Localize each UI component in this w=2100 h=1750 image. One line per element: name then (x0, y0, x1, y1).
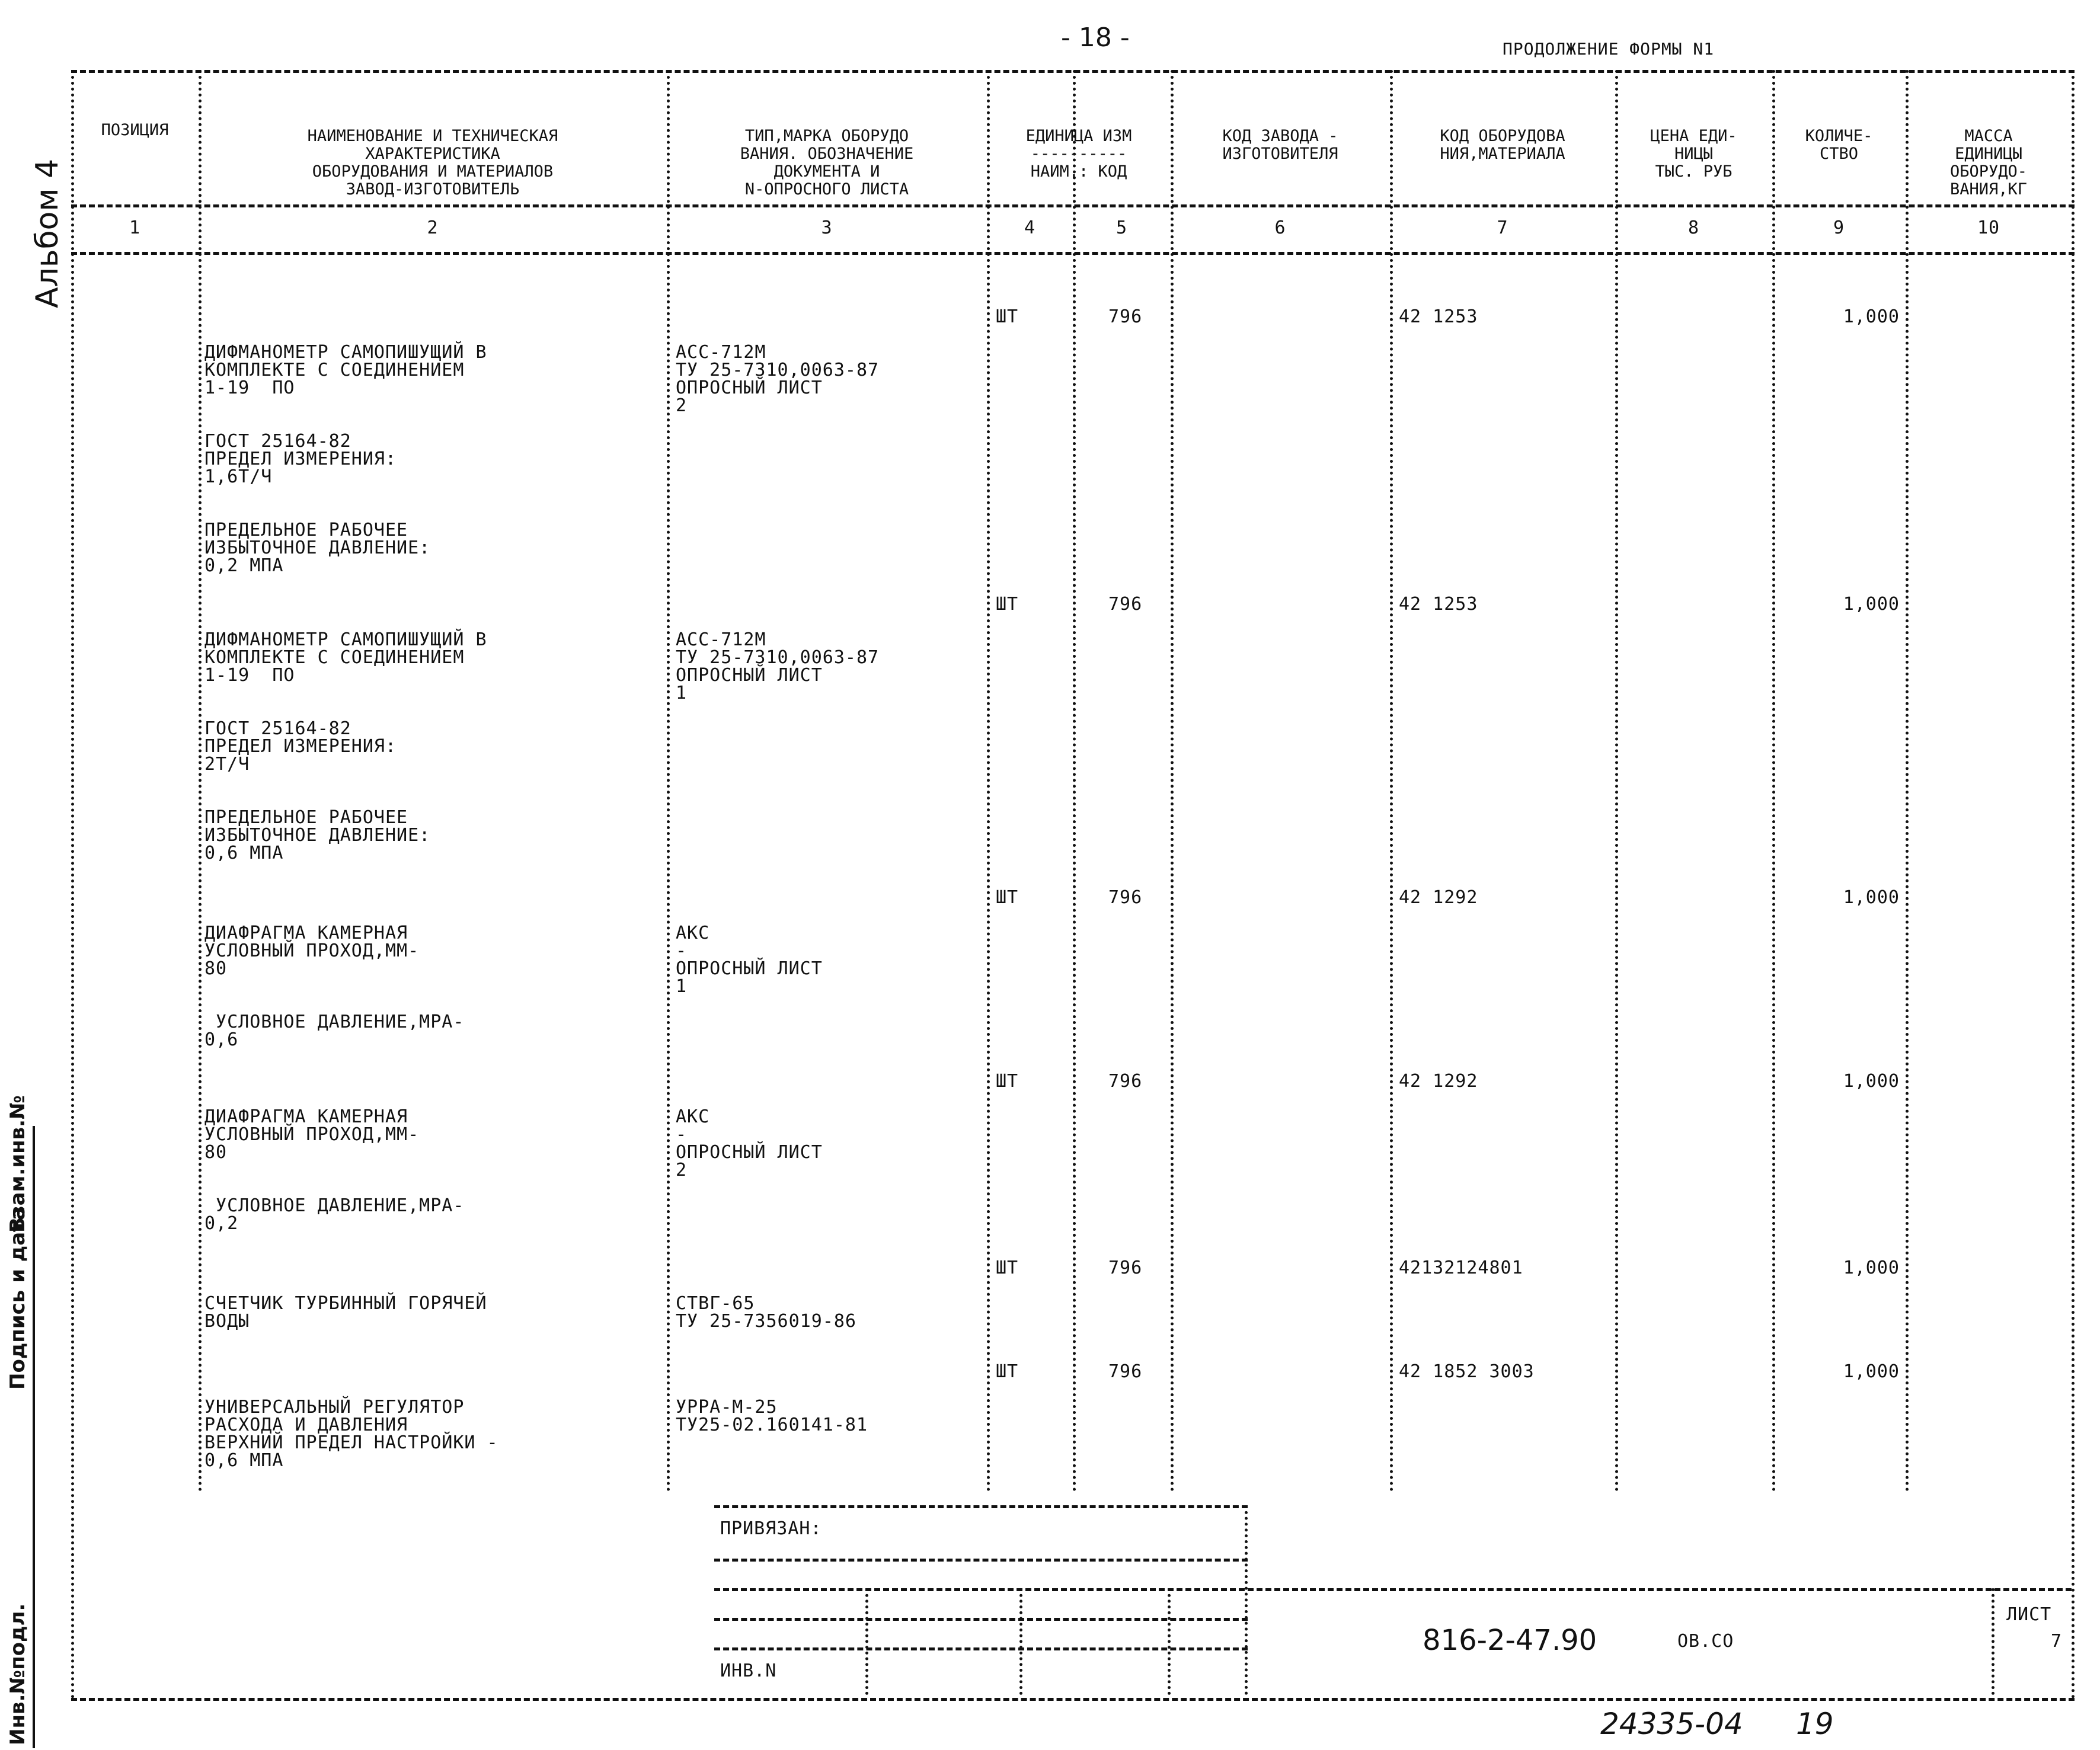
header-col2: НАИМЕНОВАНИЕ И ТЕХНИЧЕСКАЯ ХАРАКТЕРИСТИКА ОБОРУДОВАНИЯ И МАТЕРИАЛОВ ЗАВОД-ИЗГОТОВИТЕЛЬ (307, 127, 558, 199)
item-type: СТВГ-65 ТУ 25-7356019-86 (676, 1293, 856, 1332)
colnum-4: 4 (1024, 217, 1036, 238)
item-name: ДИАФРАГМА КАМЕРНАЯ УСЛОВНЫЙ ПРОХОД,ММ- 80 УСЛОВНОЕ ДАВЛЕНИЕ,МРА- 0,6 (204, 923, 465, 1050)
stamp-separator (33, 1126, 35, 1748)
colnum-6: 6 (1274, 217, 1286, 238)
item-name: УНИВЕРСАЛЬНЫЙ РЕГУЛЯТОР РАСХОДА И ДАВЛЕНИЯ ВЕРХНИЙ ПРЕДЕЛ НАСТРОЙКИ - 0,6 МПА (204, 1397, 498, 1471)
stamp-col-1 (865, 1588, 868, 1695)
item-qty: 1,000 (1843, 1258, 1900, 1278)
colnum-8: 8 (1687, 217, 1700, 238)
page-number: - 18 - (1061, 23, 1130, 53)
stamp-signature-date: Подпись и дата (6, 1207, 30, 1390)
doc-code: 816-2-47.90 (1423, 1624, 1597, 1657)
colnum-1: 1 (129, 217, 141, 238)
stamp-rule-2 (714, 1559, 1248, 1562)
item-equip-code: 42 1253 (1399, 306, 1478, 327)
item-unit: ШТ (996, 306, 1019, 327)
colnum-2: 2 (427, 217, 439, 238)
col-sep-5 (1171, 70, 1174, 1492)
item-unit: ШТ (996, 1361, 1019, 1382)
stamp-col-4 (1245, 1505, 1248, 1695)
stamp-rule-3 (714, 1588, 2072, 1591)
col-sep-7 (1615, 70, 1618, 1492)
item-type: АСС-712М ТУ 25-7310,0063-87 ОПРОСНЫЙ ЛИСТ 1 (676, 629, 880, 703)
colnum-5: 5 (1115, 217, 1128, 238)
col-sep-0 (71, 70, 74, 1700)
item-equip-code: 42 1852 3003 (1399, 1361, 1535, 1382)
item-qty: 1,000 (1843, 1071, 1900, 1092)
stamp-vzam-inv: Взам.инв.№ (6, 1095, 30, 1233)
header-col9: КОЛИЧЕ- СТВО (1805, 127, 1873, 163)
item-unit-code: 796 (1108, 887, 1143, 908)
col-sep-8 (1772, 70, 1775, 1492)
item-unit: ШТ (996, 594, 1019, 615)
item-qty: 1,000 (1843, 594, 1900, 615)
item-equip-code: 42 1292 (1399, 1071, 1478, 1092)
header-col7: КОД ОБОРУДОВА НИЯ,МАТЕРИАЛА (1440, 127, 1565, 163)
col-sep-4 (1073, 70, 1076, 1492)
colnum-9: 9 (1833, 217, 1845, 238)
item-name: ДИАФРАГМА КАМЕРНАЯ УСЛОВНЫЙ ПРОХОД,ММ- 80 УСЛОВНОЕ ДАВЛЕНИЕ,МРА- 0,2 (204, 1106, 465, 1234)
item-type: АКС - ОПРОСНЫЙ ЛИСТ 1 (676, 923, 823, 997)
item-type: АСС-712М ТУ 25-7310,0063-87 ОПРОСНЫЙ ЛИСТ 2 (676, 342, 880, 416)
stamp-col-sheet (1992, 1588, 1994, 1695)
col-sep-2 (667, 70, 670, 1492)
stamp-inv: ИНВ.N (720, 1661, 777, 1681)
item-unit: ШТ (996, 1258, 1019, 1278)
stamp-col-3 (1168, 1588, 1171, 1695)
doc-suffix: ОВ.СО (1677, 1631, 1734, 1652)
item-unit-code: 796 (1108, 1361, 1143, 1382)
header-col8: ЦЕНА ЕДИ- НИЦЫ ТЫС. РУБ (1650, 127, 1737, 181)
col-sep-3 (987, 70, 990, 1492)
table-bottom-rule (71, 1698, 2075, 1701)
stamp-col-2 (1019, 1588, 1022, 1695)
sheet-label: ЛИСТ (2006, 1604, 2052, 1625)
item-unit: ШТ (996, 887, 1019, 908)
header-col1: ПОЗИЦИЯ (101, 121, 169, 139)
item-equip-code: 42 1253 (1399, 594, 1478, 615)
item-unit: ШТ (996, 1071, 1019, 1092)
header-col6: КОД ЗАВОДА - ИЗГОТОВИТЕЛЯ (1222, 127, 1338, 163)
colnum-3: 3 (821, 217, 833, 238)
stamp-top-rule (714, 1505, 1248, 1508)
stamp-privyazan: ПРИВЯЗАН: (720, 1518, 822, 1539)
item-unit-code: 796 (1108, 306, 1143, 327)
colnum-10: 10 (1977, 217, 2000, 238)
col-sep-10 (2072, 70, 2075, 1700)
album-label: Альбом 4 (30, 158, 65, 308)
header-col10: МАССА ЕДИНИЦЫ ОБОРУДО- ВАНИЯ,КГ (1949, 127, 2028, 199)
item-qty: 1,000 (1843, 306, 1900, 327)
continuation-label: ПРОДОЛЖЕНИЕ ФОРМЫ N1 (1503, 39, 1715, 59)
col-sep-1 (199, 70, 202, 1492)
footer-code: 24335-04 (1600, 1707, 1743, 1741)
item-qty: 1,000 (1843, 1361, 1900, 1382)
item-name: ДИФМАНОМЕТР САМОПИШУЩИЙ В КОМПЛЕКТЕ С СОЕДИНЕНИЕМ 1-19 ПО ГОСТ 25164-82 ПРЕДЕЛ ИЗМЕРЕНИЯ: 1,6Т/Ч ПРЕДЕЛЬНОЕ РАБОЧЕЕ ИЗБЫТОЧНОЕ ДАВЛЕНИЕ: 0,2 МПА (204, 342, 487, 576)
item-name: ДИФМАНОМЕТР САМОПИШУЩИЙ В КОМПЛЕКТЕ С СОЕДИНЕНИЕМ 1-19 ПО ГОСТ 25164-82 ПРЕДЕЛ ИЗМЕРЕНИЯ: 2Т/Ч ПРЕДЕЛЬНОЕ РАБОЧЕЕ ИЗБЫТОЧНОЕ ДАВЛЕНИЕ: 0,6 МПА (204, 629, 487, 863)
item-type: АКС - ОПРОСНЫЙ ЛИСТ 2 (676, 1106, 823, 1180)
item-name: СЧЕТЧИК ТУРБИННЫЙ ГОРЯЧЕЙ ВОДЫ (204, 1293, 487, 1332)
item-unit-code: 796 (1108, 1071, 1143, 1092)
sheet-number: 7 (2051, 1631, 2063, 1652)
stamp-inv-podl: Инв.№подл. (6, 1603, 30, 1745)
item-equip-code: 42 1292 (1399, 887, 1478, 908)
item-unit-code: 796 (1108, 594, 1143, 615)
colnum-7: 7 (1497, 217, 1508, 238)
item-unit-code: 796 (1108, 1258, 1143, 1278)
item-equip-code: 42132124801 (1399, 1258, 1523, 1278)
item-qty: 1,000 (1843, 887, 1900, 908)
item-type: УРРА-М-25 ТУ25-02.160141-81 (676, 1397, 868, 1435)
col-sep-6 (1390, 70, 1393, 1492)
header-col4-5: ЕДИНИЦА ИЗМ ---------- НАИМ.: КОД (1025, 127, 1132, 181)
col-sep-9 (1906, 70, 1909, 1492)
footer-num: 19 (1796, 1707, 1834, 1741)
header-col3: ТИП,МАРКА ОБОРУДО ВАНИЯ. ОБОЗНАЧЕНИЕ ДОКУМЕНТА И N-ОПРОСНОГО ЛИСТА (740, 127, 914, 199)
